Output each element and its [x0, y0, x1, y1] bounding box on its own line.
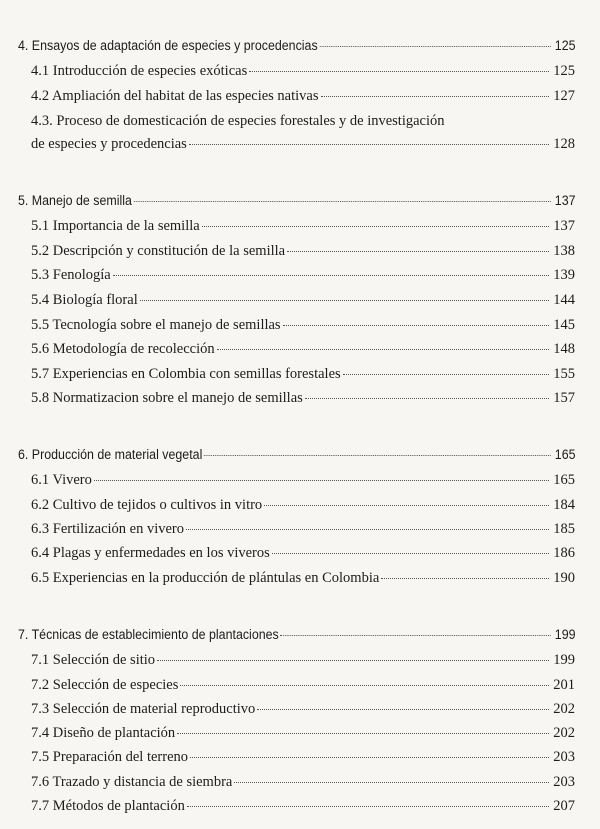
toc-chapter-5 — [18, 193, 576, 208]
toc-section-4-3 — [31, 136, 575, 153]
dot-leader — [305, 398, 549, 399]
page-number: 203 — [553, 749, 575, 765]
dot-leader — [94, 480, 549, 481]
section-title: 7.5 Preparación del terreno — [31, 749, 189, 765]
section-title: 7.1 Selección de sitio — [31, 652, 156, 668]
chapter-title: 7. Técnicas de establecimiento de plantaciones — [18, 627, 279, 642]
section-title: 6.2 Cultivo de tejidos o cultivos in vitro — [31, 497, 263, 513]
dot-leader — [257, 709, 549, 710]
toc-section-7-7 — [31, 798, 575, 815]
page-number: 184 — [553, 497, 575, 513]
page-number: 127 — [553, 88, 575, 104]
page-number: 145 — [553, 317, 575, 333]
toc-chapter-7 — [18, 627, 576, 642]
dot-leader — [283, 325, 550, 326]
section-title: 5.5 Tecnología sobre el manejo de semillas — [31, 317, 281, 333]
toc-section-6-2 — [31, 497, 575, 514]
section-title: de especies y procedencias — [31, 136, 187, 152]
section-title: 5.1 Importancia de la semilla — [31, 218, 200, 234]
page-number: 155 — [553, 366, 575, 382]
toc-section-5-3 — [31, 267, 575, 284]
page-number: 125 — [554, 38, 576, 53]
chapter-title: 5. Manejo de semilla — [18, 193, 132, 208]
page-number: 185 — [553, 521, 575, 537]
section-title: 7.6 Trazado y distancia de siembra — [31, 774, 233, 790]
dot-leader — [187, 806, 549, 807]
dot-leader — [272, 553, 549, 554]
section-title: 5.2 Descripción y constitución de la semilla — [31, 243, 286, 259]
dot-leader — [287, 251, 549, 252]
page-number: 139 — [553, 267, 575, 283]
dot-leader — [157, 660, 549, 661]
toc-chapter-4 — [18, 38, 576, 53]
page-number: 144 — [553, 292, 575, 308]
dot-leader — [134, 201, 551, 202]
dot-leader — [281, 635, 552, 636]
section-title: 4.1 Introducción de especies exóticas — [31, 63, 248, 79]
dot-leader — [202, 226, 550, 227]
page-number: 199 — [553, 652, 575, 668]
toc-section-6-1 — [31, 472, 575, 489]
dot-leader — [180, 685, 549, 686]
section-title: 6.1 Vivero — [31, 472, 92, 488]
page-number: 148 — [553, 341, 575, 357]
dot-leader — [321, 96, 550, 97]
section-title: 7.7 Métodos de plantación — [31, 798, 185, 814]
page-number: 137 — [554, 193, 576, 208]
page-number: 202 — [553, 725, 575, 741]
toc-section-7-2 — [31, 677, 575, 694]
dot-leader — [234, 782, 549, 783]
toc-section-5-2 — [31, 243, 575, 260]
toc-section-7-5 — [31, 749, 575, 766]
dot-leader — [177, 733, 549, 734]
dot-leader — [320, 46, 552, 47]
toc-section-5-5 — [31, 317, 575, 334]
page-number: 165 — [554, 447, 576, 462]
section-title: 6.4 Plagas y enfermedades en los viveros — [31, 545, 270, 561]
toc-section-6-4 — [31, 545, 575, 562]
section-title: 7.3 Selección de material reproductivo — [31, 701, 256, 717]
section-title: 5.4 Biología floral — [31, 292, 138, 308]
page-number: 201 — [553, 677, 575, 693]
page-number: 202 — [553, 701, 575, 717]
dot-leader — [249, 71, 549, 72]
section-title: 6.5 Experiencias en la producción de plántulas en Colombia — [31, 570, 380, 586]
page-number: 207 — [553, 798, 575, 814]
toc-chapter-6 — [18, 447, 576, 462]
chapter-title: 6. Producción de material vegetal — [18, 447, 203, 462]
toc-section-7-6 — [31, 774, 575, 791]
section-title: 7.4 Diseño de plantación — [31, 725, 176, 741]
dot-leader — [264, 505, 549, 506]
toc-section-5-8 — [31, 390, 575, 407]
toc-section-5-6 — [31, 341, 575, 358]
dot-leader — [140, 300, 550, 301]
page-number: 199 — [554, 627, 576, 642]
section-title: 4.2 Ampliación del habitat de las especies nativas — [31, 88, 319, 104]
section-title: 5.6 Metodología de recolección — [31, 341, 215, 357]
toc-section-4-1 — [31, 63, 575, 80]
page-number: 125 — [553, 63, 575, 79]
page-number: 203 — [553, 774, 575, 790]
section-title: 5.8 Normatizacion sobre el manejo de semillas — [31, 390, 303, 406]
toc-section-4-3-line1: 4.3. Proceso de domesticación de especies forestales y de investigación — [31, 113, 445, 129]
page-number: 137 — [553, 218, 575, 234]
toc-section-7-3 — [31, 701, 575, 718]
toc-section-4-2 — [31, 88, 575, 105]
toc-section-5-1 — [31, 218, 575, 235]
dot-leader — [204, 455, 551, 456]
page-number: 157 — [553, 390, 575, 406]
dot-leader — [343, 374, 550, 375]
dot-leader — [189, 144, 549, 145]
chapter-title: 4. Ensayos de adaptación de especies y procedencias — [18, 38, 318, 53]
page-number: 128 — [553, 136, 575, 152]
section-title: 5.7 Experiencias en Colombia con semillas forestales — [31, 366, 341, 382]
dot-leader — [113, 275, 550, 276]
toc-section-6-5 — [31, 570, 575, 587]
toc-section-6-3 — [31, 521, 575, 538]
section-title: 6.3 Fertilización en vivero — [31, 521, 185, 537]
dot-leader — [217, 349, 550, 350]
dot-leader — [381, 578, 549, 579]
dot-leader — [190, 757, 549, 758]
section-title: 5.3 Fenología — [31, 267, 111, 283]
section-title: 7.2 Selección de especies — [31, 677, 179, 693]
toc-section-7-1 — [31, 652, 575, 669]
toc-section-7-4 — [31, 725, 575, 742]
page-number: 186 — [553, 545, 575, 561]
page-number: 190 — [553, 570, 575, 586]
toc-section-5-7 — [31, 366, 575, 383]
page-number: 138 — [553, 243, 575, 259]
page-number: 165 — [553, 472, 575, 488]
toc-section-5-4 — [31, 292, 575, 309]
dot-leader — [186, 529, 549, 530]
